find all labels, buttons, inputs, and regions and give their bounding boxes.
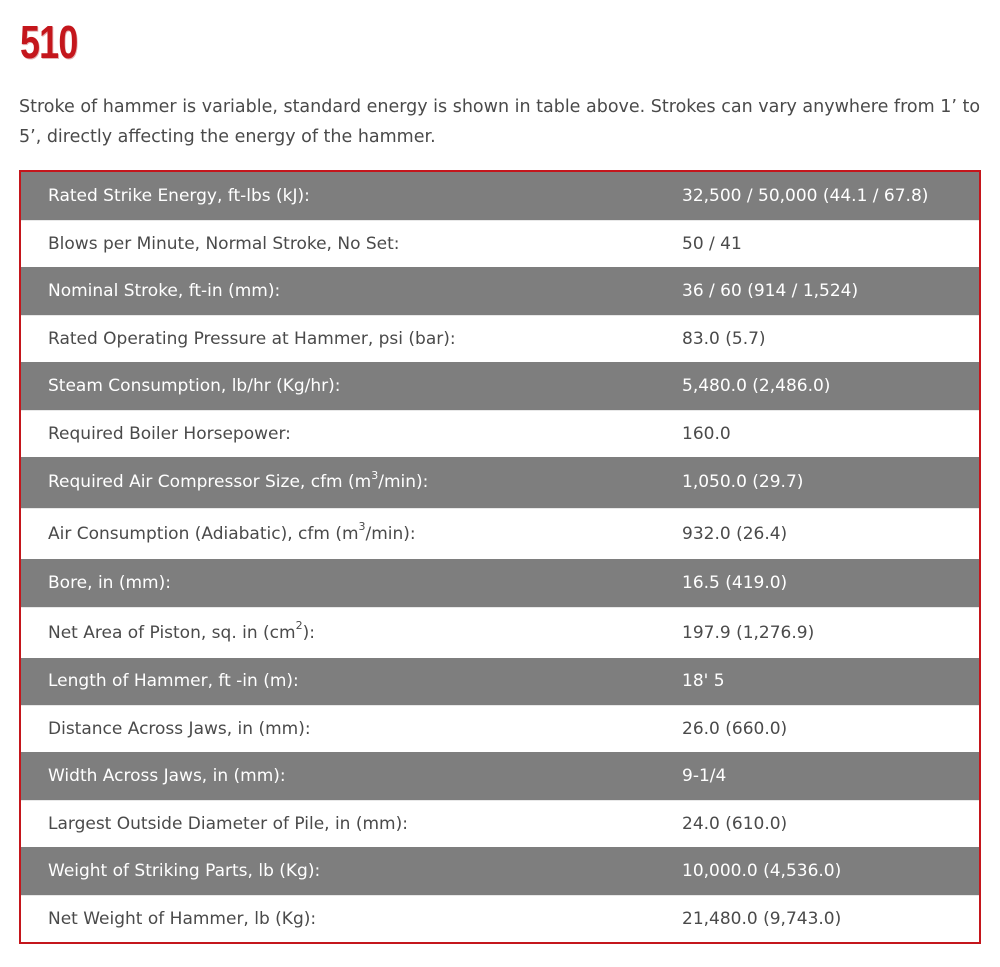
spec-label: Distance Across Jaws, in (mm): — [21, 705, 682, 752]
spec-value: 18' 5 — [682, 658, 979, 705]
spec-value: 50 / 41 — [682, 220, 979, 267]
spec-value: 36 / 60 (914 / 1,524) — [682, 267, 979, 315]
spec-table — [21, 172, 979, 942]
table-row — [21, 847, 979, 895]
spec-value: 5,480.0 (2,486.0) — [682, 362, 979, 410]
page-title: 510 — [20, 16, 78, 68]
table-row — [21, 172, 979, 220]
spec-label: Largest Outside Diameter of Pile, in (mm): — [21, 800, 682, 847]
table-row — [21, 607, 979, 658]
table-row — [21, 752, 979, 800]
spec-label: Width Across Jaws, in (mm): — [21, 752, 682, 800]
table-row — [21, 362, 979, 410]
spec-label: Net Weight of Hammer, lb (Kg): — [21, 895, 682, 942]
intro-paragraph: Stroke of hammer is variable, standard energy is shown in table above. Strokes can vary anywhere from 1’ to 5’, directly affecting the energy of the hammer. — [19, 97, 981, 147]
spec-value: 160.0 — [682, 410, 979, 457]
spec-label: Blows per Minute, Normal Stroke, No Set: — [21, 220, 682, 267]
spec-value: 197.9 (1,276.9) — [682, 607, 979, 658]
spec-value: 932.0 (26.4) — [682, 508, 979, 559]
spec-label: Nominal Stroke, ft-in (mm): — [21, 267, 682, 315]
table-row — [21, 559, 979, 607]
spec-label: Required Air Compressor Size, cfm $(m^3/\min)$: — [21, 457, 682, 508]
spec-label: Weight of Striking Parts, lb (Kg): — [21, 847, 682, 895]
spec-label: Bore, in (mm): — [21, 559, 682, 607]
table-row — [21, 705, 979, 752]
spec-label: Length of Hammer, ft -in (m): — [21, 658, 682, 705]
spec-label: Air Consumption (Adiabatic), cfm $(m^3/\min)$: — [21, 508, 682, 559]
spec-value: 83.0 (5.7) — [682, 315, 979, 362]
spec-label: Required Boiler Horsepower: — [21, 410, 682, 457]
table-row — [21, 457, 979, 508]
table-row — [21, 410, 979, 457]
table-row — [21, 315, 979, 362]
spec-table-frame — [19, 170, 981, 944]
table-row — [21, 220, 979, 267]
spec-value: 26.0 (660.0) — [682, 705, 979, 752]
spec-label: Rated Strike Energy, ft-lbs (kJ): — [21, 172, 682, 220]
spec-value: 1,050.0 (29.7) — [682, 457, 979, 508]
table-row — [21, 800, 979, 847]
table-row — [21, 895, 979, 942]
table-row — [21, 658, 979, 705]
spec-value: 32,500 / 50,000 (44.1 / 67.8) — [682, 172, 979, 220]
spec-value: 16.5 (419.0) — [682, 559, 979, 607]
spec-label: Steam Consumption, lb/hr (Kg/hr): — [21, 362, 682, 410]
table-row — [21, 508, 979, 559]
table-row — [21, 267, 979, 315]
spec-value: 9-1/4 — [682, 752, 979, 800]
spec-value: 10,000.0 (4,536.0) — [682, 847, 979, 895]
spec-value: 21,480.0 (9,743.0) — [682, 895, 979, 942]
spec-label: Rated Operating Pressure at Hammer, psi (bar): — [21, 315, 682, 362]
spec-label: Net Area of Piston, sq. in $(cm^2)$: — [21, 607, 682, 658]
spec-value: 24.0 (610.0) — [682, 800, 979, 847]
